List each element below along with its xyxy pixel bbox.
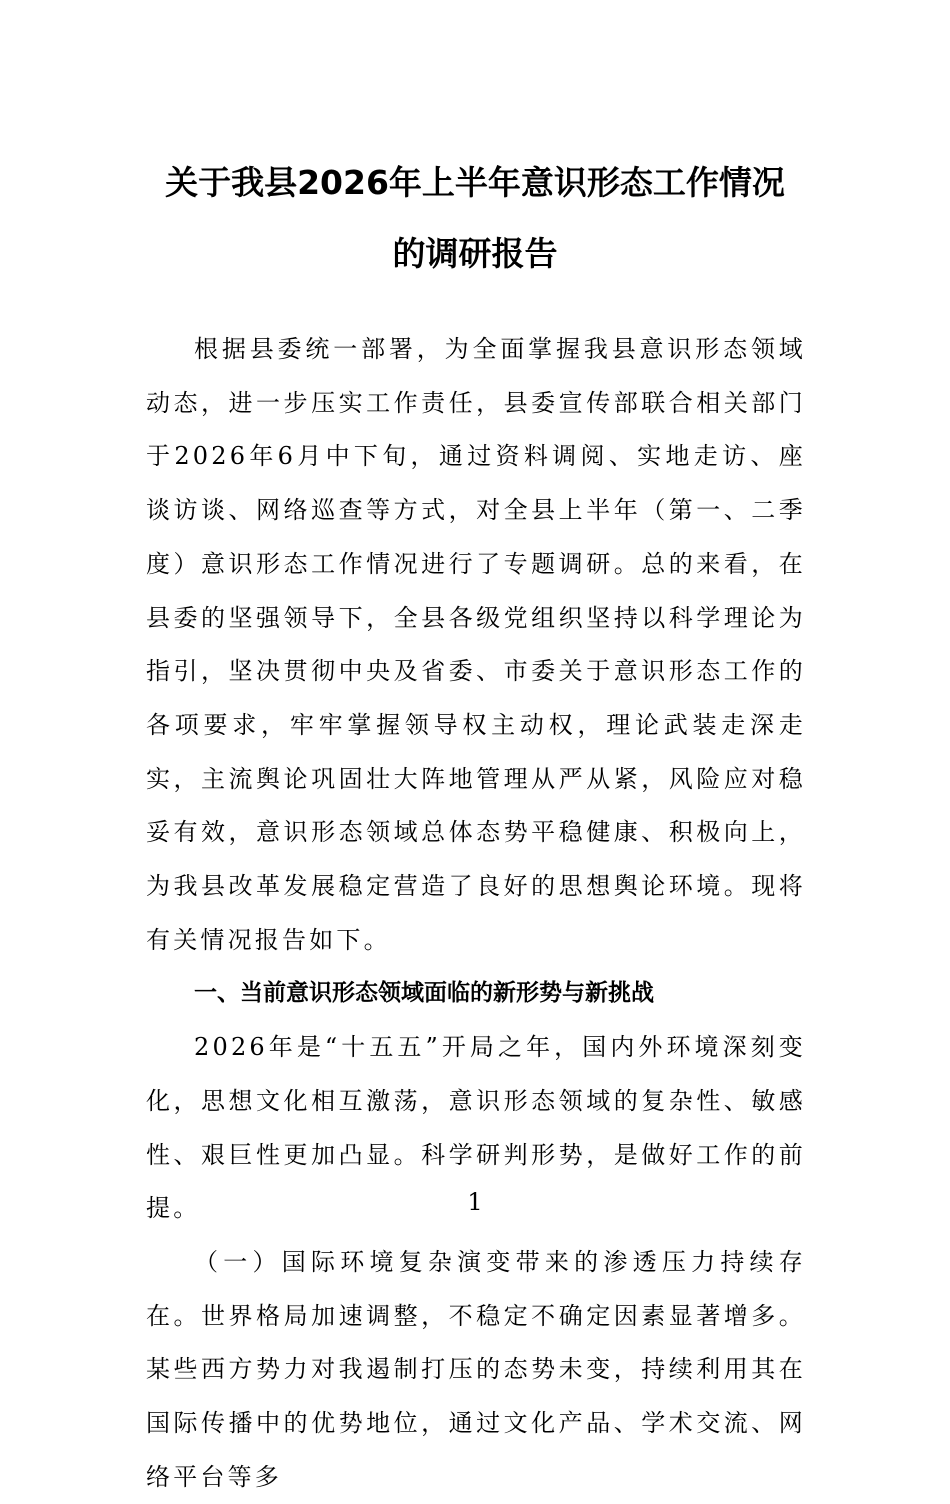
document-body	[146, 323, 806, 1504]
document-title-line-2: 的调研报告	[392, 234, 558, 273]
subsection-1-text: 世界格局加速调整，不稳定不确定因素显著增多。某些西方势力对我遏制打压的态势未变，持续利用其在国际传播中的优势地位，通过文化产品、学术交流、网络平台等多	[146, 1301, 806, 1491]
page-number: 1	[467, 1188, 483, 1216]
intro-paragraph: 根据县委统一部署，为全面掌握我县意识形态领域动态，进一步压实工作责任，县委宣传部联合相关部门于2026年6月中下旬，通过资料调阅、实地走访、座谈访谈、网络巡查等方式，对全县上半年（第一、二季度）意识形态工作情况进行了专题调研。总的来看，在县委的坚强领导下，全县各级党组织坚持以科学理论为指引，坚决贯彻中央及省委、市委关于意识形态工作的各项要求，牢牢掌握领导权主动权，理论武装走深走实，主流舆论巩固壮大阵地管理从严从紧，风险应对稳妥有效，意识形态领域总体态势平稳健康、积极向上，为我县改革发展稳定营造了良好的思想舆论环境。现将有关情况报告如下。	[146, 335, 806, 954]
document-title-line-1: 关于我县2026年上半年意识形态工作情况	[165, 163, 785, 202]
subsection-1-heading: （一）国际环境复杂演变带来的渗透压力持续存在。	[146, 1247, 806, 1330]
section-1-paragraph: 2026年是“十五五”开局之年，国内外环境深刻变化，思想文化相互激荡，意识形态领域的复杂性、敏感性、艰巨性更加凸显。科学研判形势，是做好工作的前提。	[146, 1033, 806, 1223]
subsection-1-paragraph	[146, 1236, 806, 1504]
section-1-heading: 一、当前意识形态领域面临的新形势与新挑战	[194, 980, 654, 1007]
